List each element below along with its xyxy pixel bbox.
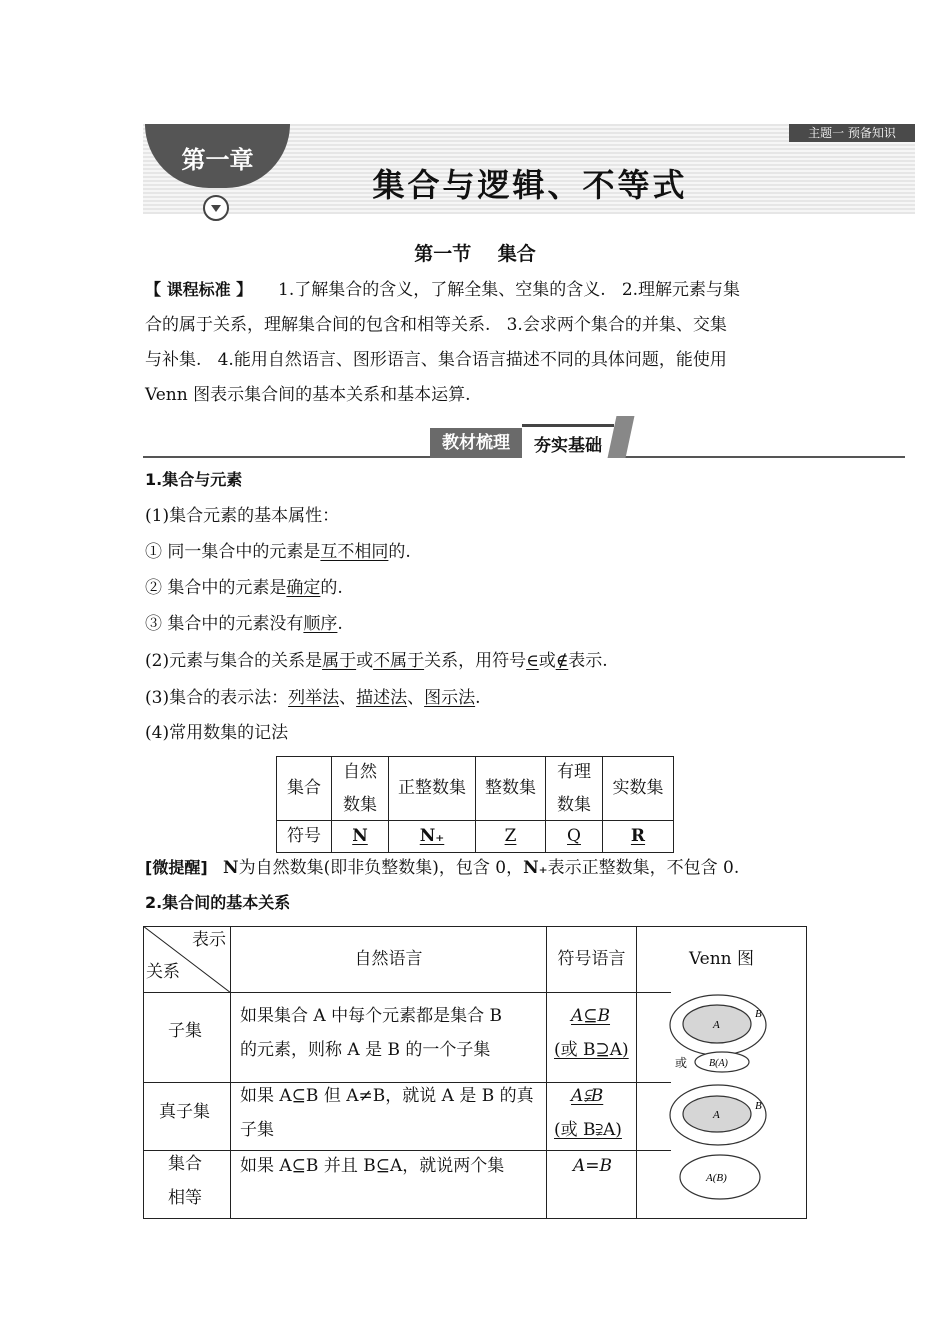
standard-line: Venn 图表示集合间的基本关系和基本运算. — [145, 385, 471, 405]
section-title: 第一节 集合 — [414, 243, 536, 265]
numsets-symbol: N — [352, 826, 368, 846]
chapter-title: 集合与逻辑、不等式 — [372, 166, 688, 204]
numsets-symbol: N₊ — [419, 826, 445, 846]
col-header: 自然语言 — [354, 949, 423, 969]
item-3: ③ 集合中的元素没有顺序. — [145, 614, 343, 634]
row-symbol: A=B — [573, 1156, 613, 1176]
banner-left: 教材梳理 — [430, 428, 522, 458]
venn-label: A — [713, 1019, 720, 1031]
row-name: 真子集 — [159, 1102, 210, 1122]
row-symbol: A⊆B — [571, 1006, 611, 1026]
tip: [微提醒] N为自然数集(即非负整数集)，包含 0，N₊表示正整数集，不包含 0. — [145, 858, 740, 878]
row-symbol: (或 B⫌A) — [554, 1120, 622, 1140]
venn-equal — [672, 1150, 772, 1210]
row-desc: 如果 A⊆B 并且 B⊆A，就说两个集 — [240, 1156, 505, 1176]
head-top: 表示 — [192, 930, 226, 950]
para-4: (4)常用数集的记法 — [145, 723, 289, 743]
row-desc: 如果集合 A 中每个元素都是集合 B — [240, 1006, 502, 1026]
row-name: 相等 — [168, 1188, 202, 1208]
banner-right: 夯实基础 — [522, 424, 614, 458]
topic-tag: 主题一 预备知识 — [789, 124, 915, 142]
row-symbol: A⫋B — [571, 1086, 604, 1106]
chevron-down-icon — [203, 195, 229, 221]
venn-label: B(A) — [709, 1058, 728, 1069]
numsets-header: 有理 数集 — [557, 761, 591, 815]
chapter-label: 第一章 — [181, 146, 254, 174]
para-3: (3)集合的表示法：列举法、描述法、图示法. — [145, 688, 481, 708]
standard-line: 1.了解集合的含义，了解全集、空集的含义. 2.理解元素与集 — [278, 280, 741, 300]
item-1: ① 同一集合中的元素是互不相同的. — [145, 542, 411, 562]
col-header: Venn 图 — [688, 949, 755, 969]
row-desc: 的元素，则称 A 是 B 的一个子集 — [240, 1040, 491, 1060]
venn-label: B — [755, 1100, 762, 1112]
row-name: 子集 — [168, 1021, 202, 1041]
venn-or: 或 — [675, 1056, 688, 1070]
tip-tag: [微提醒] — [145, 858, 208, 877]
row-name: 集合 — [168, 1154, 202, 1174]
numsets-symbol: Z — [504, 826, 517, 846]
standard-tag: 【 课程标准 】 — [145, 280, 253, 299]
venn-subset — [665, 992, 775, 1080]
venn-label: A — [713, 1109, 720, 1121]
numsets-header: 实数集 — [612, 778, 664, 798]
heading-1: 1.集合与元素 — [145, 470, 243, 489]
head-bottom: 关系 — [146, 962, 180, 982]
numsets-header: 自然 数集 — [343, 761, 377, 815]
heading-2: 2.集合间的基本关系 — [145, 893, 291, 912]
numsets-header: 整数集 — [485, 778, 536, 798]
para-1: (1)集合元素的基本属性： — [145, 506, 340, 526]
numsets-row-label: 符号 — [287, 826, 321, 846]
para-2: (2)元素与集合的关系是属于或不属于关系，用符号∈或∉表示. — [145, 651, 608, 671]
col-header: 符号语言 — [557, 949, 626, 969]
numsets-header: 正整数集 — [398, 778, 466, 798]
row-desc: 子集 — [240, 1120, 274, 1140]
banner-tab — [608, 416, 635, 458]
venn-label: A(B) — [706, 1172, 727, 1184]
venn-label: B — [755, 1008, 762, 1020]
standard-line: 合的属于关系，理解集合间的包含和相等关系. 3.会求两个集合的并集、交集 — [145, 315, 727, 335]
item-2: ② 集合中的元素是确定的. — [145, 578, 343, 598]
venn-proper-subset — [665, 1082, 775, 1148]
numsets-header: 集合 — [287, 778, 321, 798]
row-symbol: (或 B⊇A) — [554, 1040, 629, 1060]
numsets-symbol: Q — [567, 826, 581, 846]
row-desc: 如果 A⊆B 但 A≠B，就说 A 是 B 的真 — [240, 1086, 534, 1106]
standard-line: 与补集. 4.能用自然语言、图形语言、集合语言描述不同的具体问题，能使用 — [145, 350, 727, 370]
numsets-symbol: R — [630, 826, 646, 846]
